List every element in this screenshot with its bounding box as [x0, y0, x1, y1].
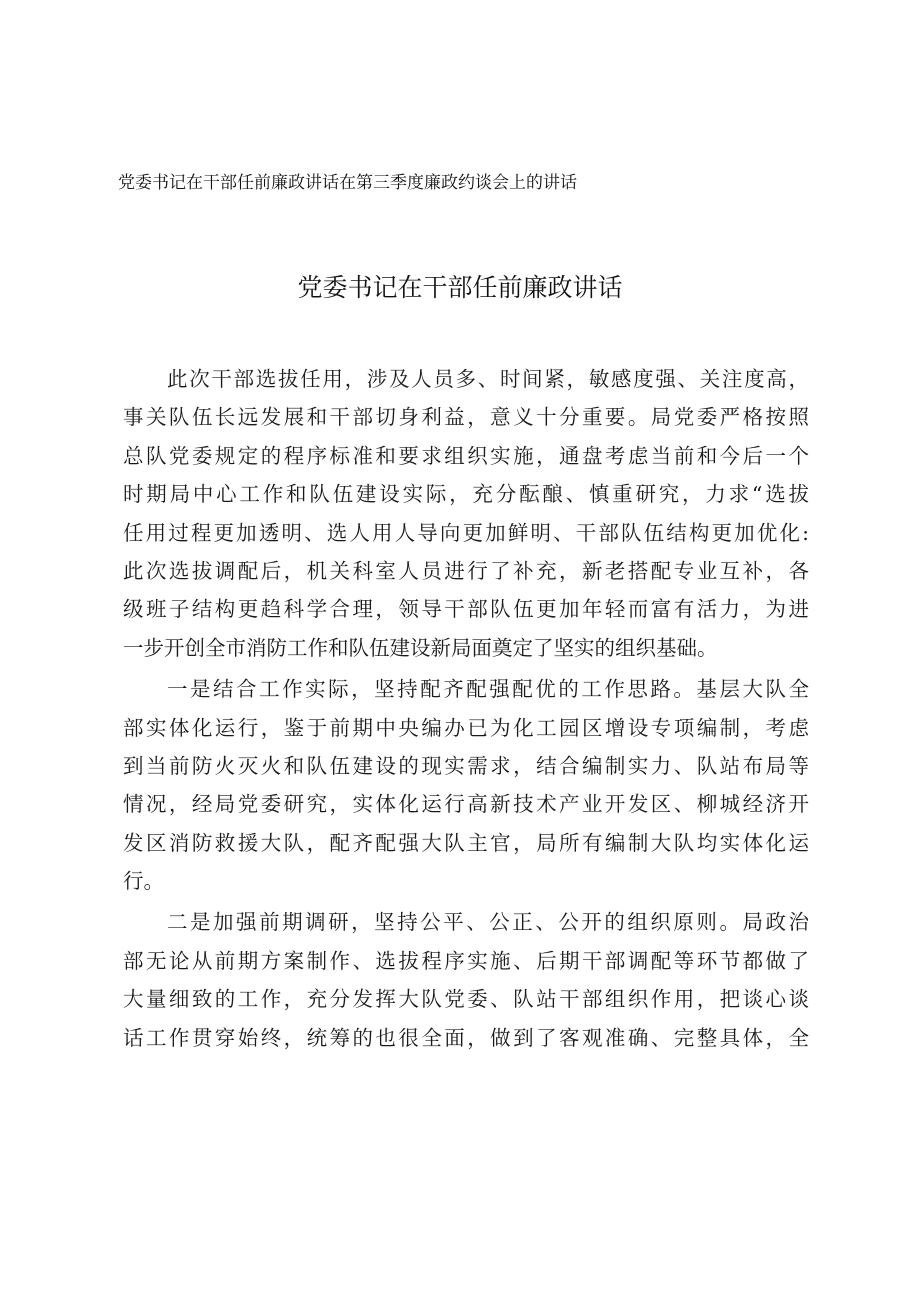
paragraph-line: 部实体化运行，鉴于前期中央编办已为化工园区增设专项编制，考虑	[123, 715, 809, 740]
paragraph-line: 总队党委规定的程序标准和要求组织实施，通盘考虑当前和今后一个	[123, 443, 809, 468]
document-body	[123, 360, 809, 1057]
paragraph-2	[123, 670, 809, 900]
paragraph-line: 任用过程更加透明、选人用人导向更加鲜明、干部队伍结构更加优化:	[123, 520, 809, 545]
paragraph-line: 时期局中心工作和队伍建设实际，充分酝酿、慎重研究，力求“选拔	[123, 482, 809, 507]
paragraph-line: 二是加强前期调研，坚持公平、公正、公开的组织原则。局政治	[167, 910, 809, 935]
paragraph-line: 情况，经局党委研究，实体化运行高新技术产业开发区、柳城经济开	[123, 792, 809, 817]
paragraph-line: 到当前防火灭火和队伍建设的现实需求，结合编制实力、队站布局等	[123, 753, 809, 778]
document-header-line: 党委书记在干部任前廉政讲话在第三季度廉政约谈会上的讲话	[118, 173, 577, 193]
paragraph-line: 行。	[123, 869, 164, 894]
paragraph-line: 一步开创全市消防工作和队伍建设新局面奠定了坚实的组织基础。	[123, 635, 718, 660]
paragraph-line: 发区消防救援大队，配齐配强大队主官，局所有编制大队均实体化运	[123, 830, 809, 855]
paragraph-line: 部无论从前期方案制作、选拔程序实施、后期干部调配等环节都做了	[123, 948, 809, 973]
paragraph-line: 此次干部选拔任用，涉及人员多、时间紧，敏感度强、关注度高，	[167, 367, 809, 391]
paragraph-3	[123, 903, 809, 1057]
paragraph-line: 事关队伍长远发展和干部切身利益，意义十分重要。局党委严格按照	[123, 405, 809, 430]
paragraph-line: 级班子结构更趋科学合理，领导干部队伍更加年轻而富有活力，为进	[123, 597, 809, 622]
document-title: 党委书记在干部任前廉政讲话	[297, 273, 623, 302]
paragraph-line: 此次选拔调配后，机关科室人员进行了补充，新老搭配专业互补，各	[123, 558, 809, 583]
paragraph-line: 话工作贯穿始终，统筹的也很全面，做到了客观准确、完整具体，全	[123, 1025, 809, 1050]
paragraph-1	[123, 360, 809, 667]
paragraph-line: 大量细致的工作，充分发挥大队党委、队站干部组织作用，把谈心谈	[123, 987, 809, 1012]
paragraph-line: 一是结合工作实际，坚持配齐配强配优的工作思路。基层大队全	[167, 677, 809, 702]
